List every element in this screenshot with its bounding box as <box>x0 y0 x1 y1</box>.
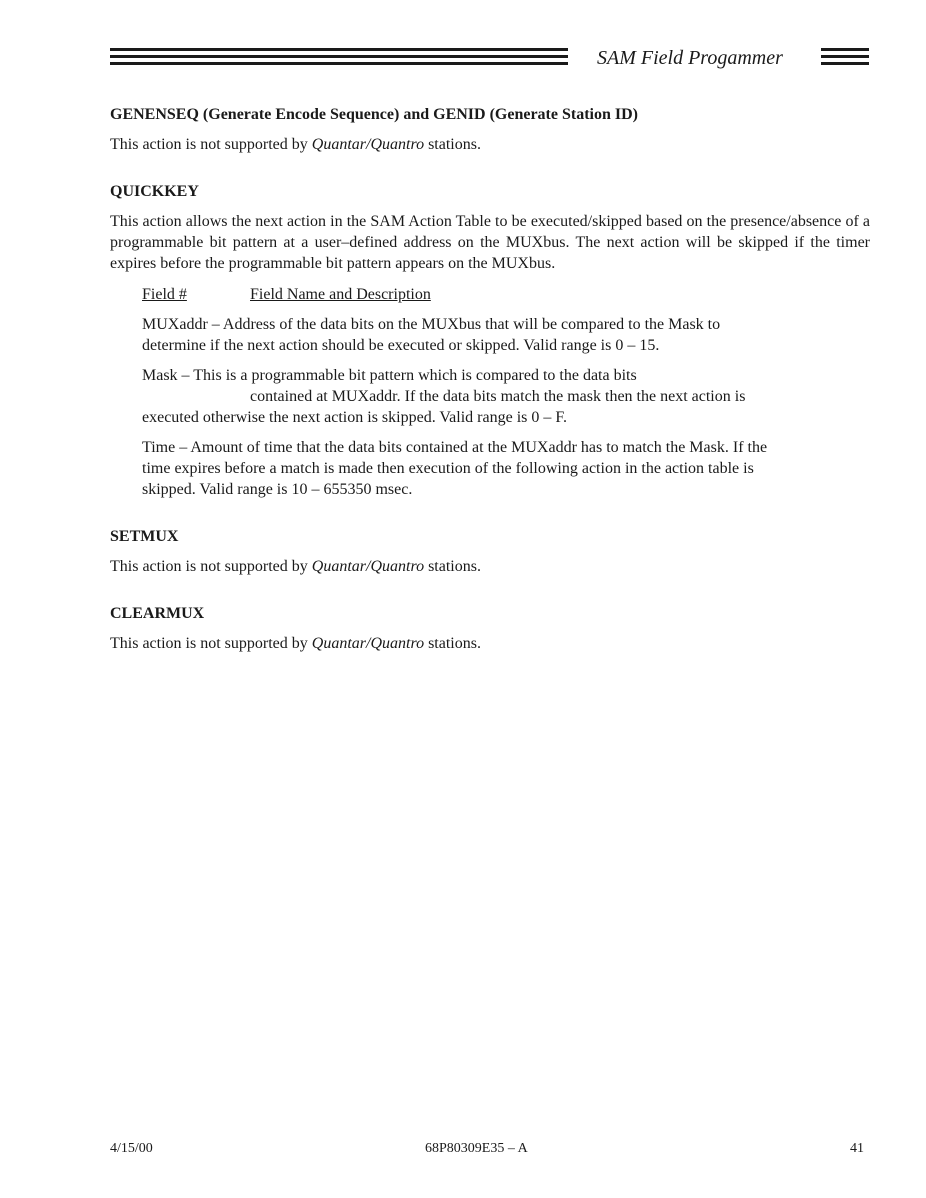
section-quickkey <box>110 183 870 500</box>
page-content <box>110 106 870 682</box>
header-rule-left <box>110 48 568 69</box>
field-mask: Mask – This is a programmable bit pattern which is compared to the data bits contained at MUXaddr. If the data bits match the mask then the next action is executed otherwise the next action is skipped. Valid range is 0 – F. <box>142 367 746 426</box>
section-title: SETMUX <box>110 528 179 545</box>
section-text: This action is not supported by Quantar/Quantro stations. <box>110 635 481 652</box>
section-title: GENENSEQ (Generate Encode Sequence) and GENID (Generate Station ID) <box>110 106 638 123</box>
field-muxaddr: MUXaddr – Address of the data bits on the MUXbus that will be compared to the Mask to determine if the next action should be executed or skipped. Valid range is 0 – 15. <box>142 316 721 354</box>
footer-doc-number: 68P80309E35 – A <box>425 1141 528 1156</box>
field-time: Time – Amount of time that the data bits contained at the MUXaddr has to match the Mask. If the time expires before a match is made then execution of the following action in the action table is skipped. Valid range is 10 – 655350 msec. <box>142 439 768 498</box>
field-list <box>142 284 870 500</box>
footer-date: 4/15/00 <box>110 1141 153 1156</box>
field-list-header <box>142 284 870 305</box>
section-body: This action allows the next action in the SAM Action Table to be executed/skipped based on the presence/absence of a programmable bit pattern at a user–defined address on the MUXbus. The next action will be skipped if the timer expires before the programmable bit pattern appears on the MUXbus. <box>110 213 870 272</box>
field-number-header: Field # <box>142 286 187 303</box>
section-text: This action is not supported by Quantar/Quantro stations. <box>110 558 481 575</box>
footer-page-number: 41 <box>850 1141 864 1156</box>
header-title: SAM Field Progammer <box>597 47 783 69</box>
section-text: This action is not supported by Quantar/Quantro stations. <box>110 136 481 153</box>
section-clearmux <box>110 605 870 654</box>
section-title: QUICKKEY <box>110 183 199 200</box>
header-rule-right <box>821 48 869 69</box>
section-genenseq <box>110 106 870 155</box>
field-description-header: Field Name and Description <box>250 286 431 303</box>
section-setmux <box>110 528 870 577</box>
section-title: CLEARMUX <box>110 605 205 622</box>
